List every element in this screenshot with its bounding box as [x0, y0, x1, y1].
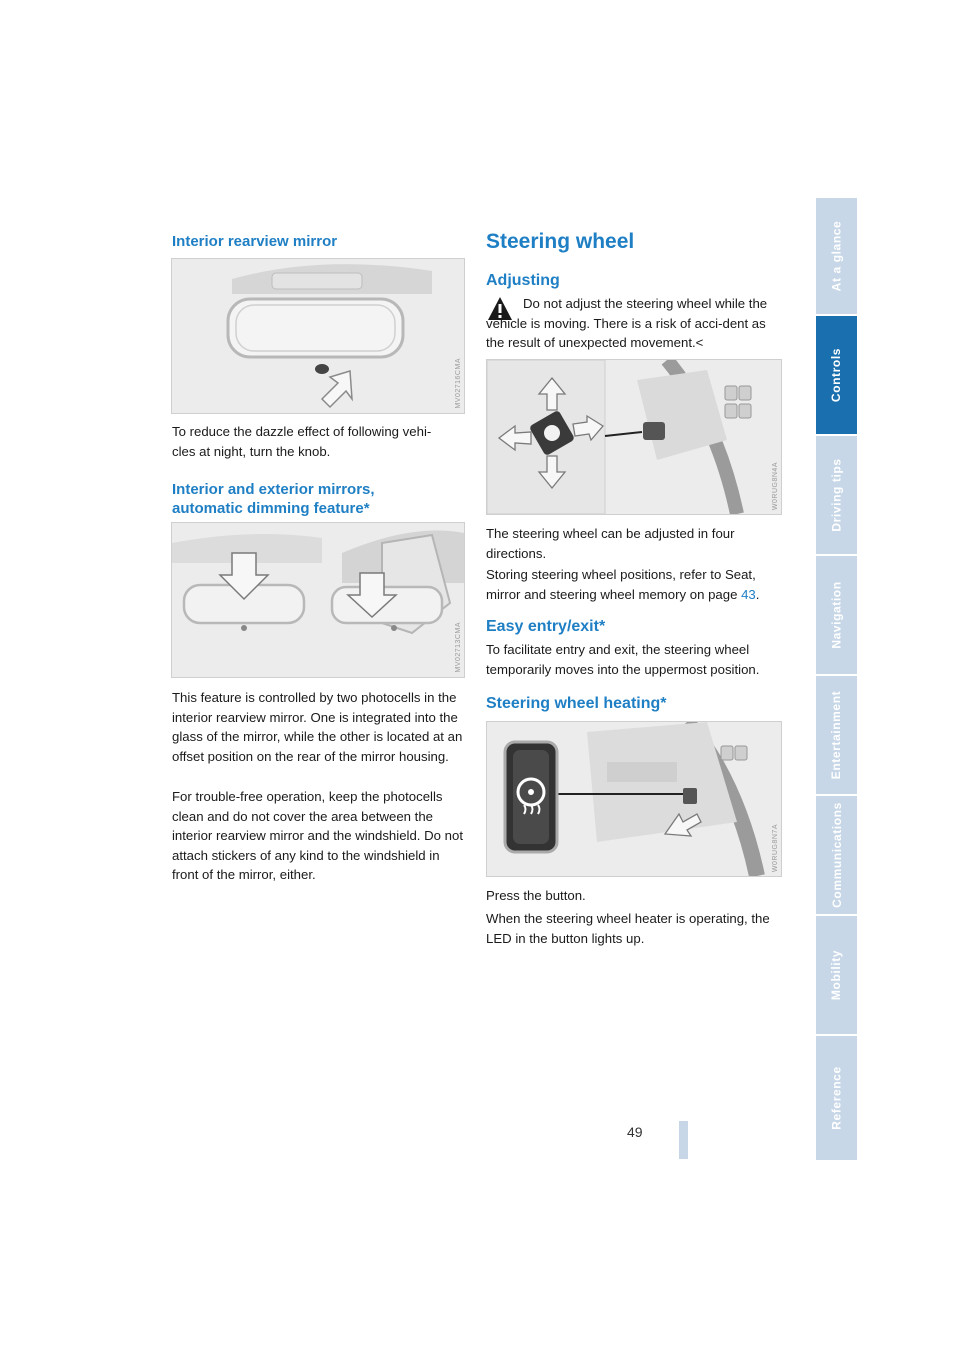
title-line-2: automatic dimming feature*: [172, 500, 370, 517]
tab-label: Mobility: [829, 949, 844, 1001]
memory-text: Storing steering wheel positions, refer to Seat, mirror and steering wheel memory on page: [486, 567, 756, 602]
memory-period: .: [755, 586, 760, 602]
page-number: 49: [627, 1124, 643, 1140]
figure-wheel-heating: [486, 721, 782, 877]
tab-entertainment[interactable]: [816, 676, 857, 794]
section-title-interior-rearview-mirror: Interior rearview mirror: [172, 233, 338, 250]
warning-body: Do not adjust the steering wheel while the vehicle is moving. There is a risk of acci-dent as the result of unexpected movement.: [486, 296, 768, 351]
paragraph-memory-reference: [486, 565, 782, 604]
paragraph-four-directions: The steering wheel can be adjusted in four directions.: [486, 526, 735, 561]
figure-code: MV02716CMA: [455, 358, 462, 409]
end-mark: <: [695, 335, 704, 351]
tab-label: At a glance: [829, 220, 844, 292]
figure-code: MV02713CMA: [455, 622, 462, 673]
section-title-auto-dimming: [172, 480, 375, 518]
title-line-1: Interior and exterior mirrors,: [172, 481, 375, 498]
tab-navigation[interactable]: [816, 556, 857, 674]
section-title-wheel-heating: Steering wheel heating*: [486, 695, 667, 712]
section-title-easy-entry: Easy entry/exit*: [486, 618, 606, 635]
tab-at-a-glance[interactable]: [816, 198, 857, 314]
figure-code: W0RUG8N7A: [772, 823, 779, 872]
tab-label: Reference: [829, 1066, 844, 1130]
figure-steering-adjust: [486, 359, 782, 515]
paragraph-led: When the steering wheel heater is operating, the LED in the button lights up.: [486, 911, 770, 946]
page-title-steering-wheel: Steering wheel: [486, 230, 635, 253]
paragraph-press-button: Press the button.: [486, 888, 586, 903]
tab-controls[interactable]: [816, 316, 857, 434]
figure-automatic-dimming: [171, 522, 465, 678]
paragraph-easy-entry: To facilitate entry and exit, the steering wheel temporarily moves into the uppermost position.: [486, 642, 760, 677]
tab-label: Communications: [829, 802, 844, 908]
figure-rearview-mirror: [171, 258, 465, 414]
tab-driving-tips[interactable]: [816, 436, 857, 554]
section-title-adjusting: Adjusting: [486, 272, 560, 289]
tab-communications[interactable]: [816, 796, 857, 914]
tab-label: Driving tips: [829, 458, 844, 532]
tab-reference[interactable]: [816, 1036, 857, 1160]
warning-text: [486, 294, 782, 353]
paragraph-trouble-free: For trouble-free operation, keep the photocells clean and do not cover the area between the interior rearview mirror and the windshield. Do not attach stickers of any kind to the windshield in front of the mirror, either.: [172, 789, 463, 883]
paragraph-dazzle: To reduce the dazzle effect of following vehi- cles at night, turn the knob.: [172, 424, 432, 459]
figure-code: W0RUG8N4A: [772, 461, 779, 510]
tab-label: Entertainment: [829, 690, 844, 780]
tab-mobility[interactable]: [816, 916, 857, 1034]
page-number-bar: [679, 1121, 688, 1159]
tab-label: Controls: [829, 347, 844, 403]
paragraph-photocells: This feature is controlled by two photocells in the interior rearview mirror. One is integrated into the glass of the mirror, while the other is located at an offset position on the rear of the mirror housing.: [172, 690, 463, 764]
tab-label: Navigation: [829, 581, 844, 649]
page-link-43[interactable]: 43: [741, 586, 756, 602]
